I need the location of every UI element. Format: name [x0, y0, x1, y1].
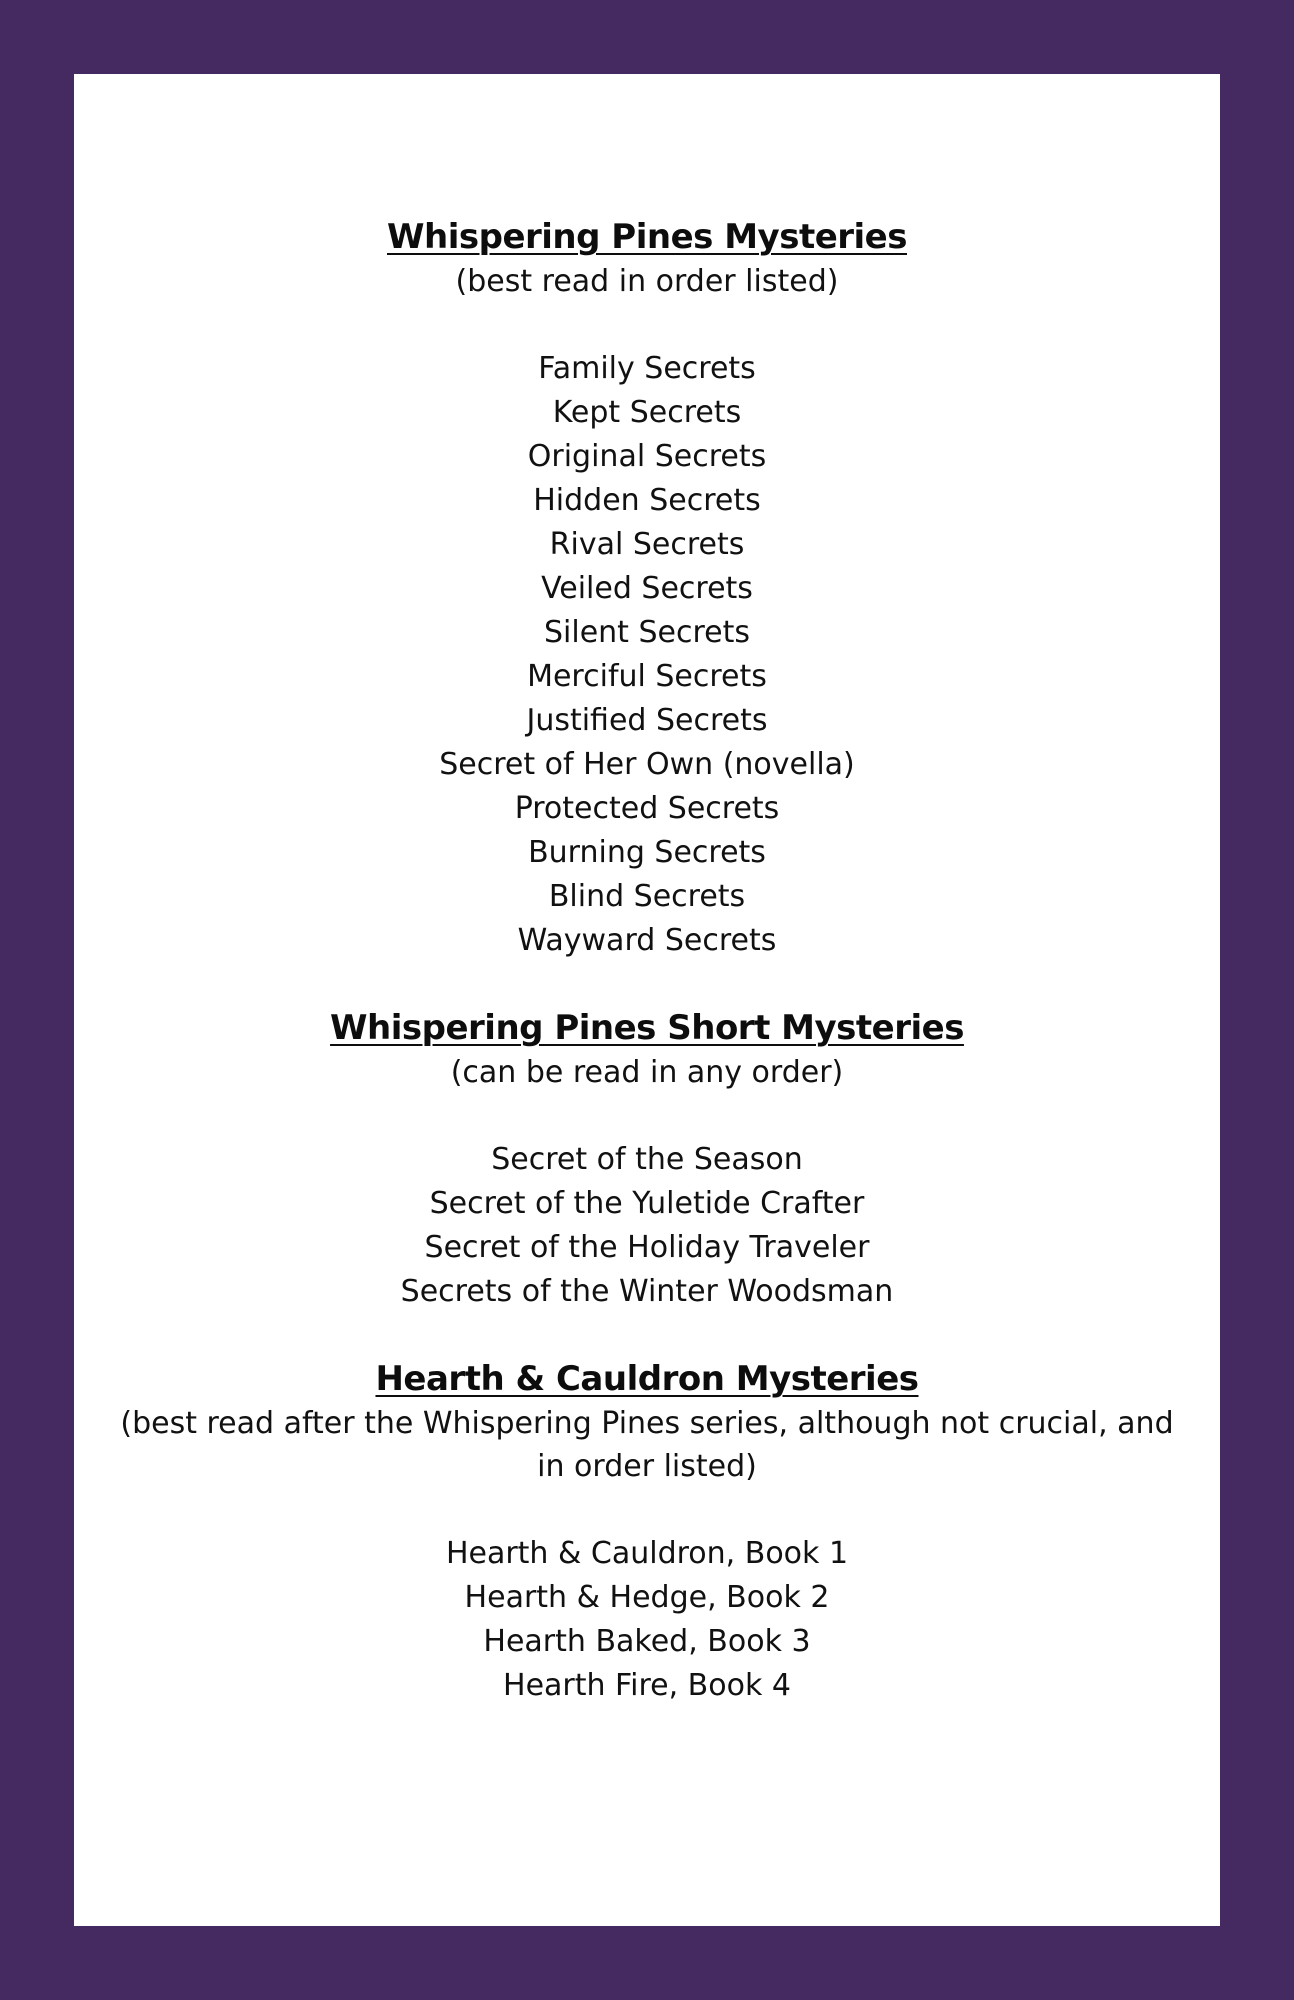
series-note: (can be read in any order) [450, 1055, 844, 1090]
book-title: Justified Secrets [526, 703, 768, 738]
series-title: Whispering Pines Short Mysteries [330, 1008, 964, 1048]
book-title: Wayward Secrets [517, 923, 777, 958]
book-title: Veiled Secrets [541, 571, 753, 606]
book-title: Silent Secrets [543, 615, 750, 650]
book-title: Original Secrets [527, 439, 767, 474]
book-title: Hidden Secrets [533, 483, 761, 518]
book-title: Secret of the Holiday Traveler [424, 1230, 870, 1265]
book-title: Burning Secrets [528, 835, 766, 870]
book-title: Secret of the Season [491, 1142, 803, 1177]
section-hearth-cauldron-mysteries [74, 1356, 1220, 1708]
book-title: Hearth & Cauldron, Book 1 [445, 1536, 849, 1571]
book-title: Secrets of the Winter Woodsman [400, 1274, 894, 1309]
book-title: Rival Secrets [549, 527, 745, 562]
series-note: (best read in order listed) [455, 264, 839, 299]
section-whispering-pines-mysteries [74, 214, 1220, 963]
book-title: Hearth Baked, Book 3 [483, 1624, 811, 1659]
series-note: (best read after the Whispering Pines series, although not crucial, and in order listed) [120, 1406, 1174, 1484]
book-title: Family Secrets [538, 351, 756, 386]
book-list [74, 1532, 1220, 1708]
book-title: Kept Secrets [552, 395, 742, 430]
book-list [74, 1138, 1220, 1314]
book-title: Protected Secrets [514, 791, 780, 826]
book-title: Secret of Her Own (novella) [439, 747, 855, 782]
page-sheet [74, 74, 1220, 1926]
book-list-content [74, 214, 1220, 1708]
book-title: Hearth Fire, Book 4 [503, 1668, 791, 1703]
series-title: Whispering Pines Mysteries [387, 217, 907, 257]
book-title: Secret of the Yuletide Crafter [429, 1186, 865, 1221]
section-whispering-pines-short-mysteries [74, 1005, 1220, 1314]
book-title: Hearth & Hedge, Book 2 [464, 1580, 830, 1615]
series-title: Hearth & Cauldron Mysteries [375, 1359, 919, 1399]
book-title: Merciful Secrets [527, 659, 767, 694]
book-title: Blind Secrets [548, 879, 746, 914]
book-list [74, 347, 1220, 963]
